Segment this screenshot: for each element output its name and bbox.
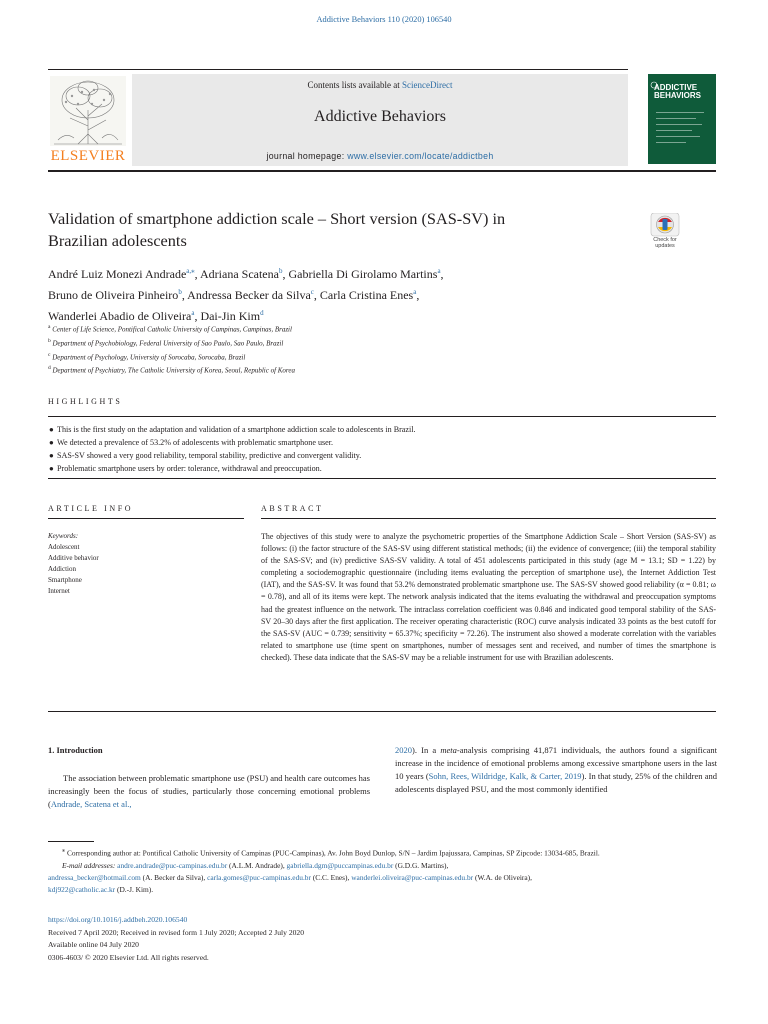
author-separator: , (181, 288, 188, 302)
header-rule-top (48, 69, 628, 70)
affiliation-mark: b (48, 337, 51, 344)
affiliation-list (48, 322, 688, 377)
cover-text-line (656, 130, 692, 131)
citation-link[interactable]: Andrade, Scatena et al., (50, 799, 132, 809)
intro-text: ). In a (412, 745, 441, 755)
available-online: Available online 04 July 2020 (48, 940, 139, 950)
affiliation-text: Department of Psychiatry, The Catholic University of Korea, Seoul, Republic of Korea (52, 366, 296, 375)
email-link[interactable]: carla.gomes@puc-campinas.edu.br (207, 873, 311, 883)
email-owner: (A.L.M. Andrade), (227, 860, 287, 870)
bullet-icon: ● (49, 438, 54, 447)
crossmark-label (646, 237, 684, 249)
affiliation-item (48, 363, 688, 377)
footnote-rule (48, 841, 94, 842)
author-affiliation-mark[interactable]: c (310, 288, 314, 296)
highlights-heading: HIGHLIGHTS (48, 397, 123, 406)
intro-text: -analysis comprising 41,871 individuals, the authors found a significant increase in the incidence of emotional problems among excessive smartphone users in the last 10 years ( (395, 745, 717, 781)
author-line (48, 262, 688, 283)
author-name[interactable]: Dai-Jin Kim (200, 309, 261, 323)
contents-prefix: Contents lists available at (307, 80, 402, 90)
crossmark-label-line1: Check for (653, 237, 677, 243)
author-affiliation-mark[interactable]: a (437, 267, 441, 275)
cover-text-line (656, 136, 700, 137)
author-separator: , (194, 267, 200, 281)
received-dates: Received 7 April 2020; Received in revised form 1 July 2020; Accepted 2 July 2020 (48, 927, 305, 937)
email-owner: (D.-J. Kim). (115, 885, 154, 895)
author-name[interactable]: Wanderlei Abadio de Oliveira (48, 309, 192, 323)
highlight-text: This is the first study on the adaptation and validation of a smartphone addiction scale to adolescents in Brazil. (57, 425, 416, 434)
email-link[interactable]: kdj922@catholic.ac.kr (48, 885, 116, 895)
bullet-icon: ● (49, 451, 54, 460)
email-link[interactable]: andre.andrade@puc-campinas.edu.br (117, 860, 228, 870)
citation-link[interactable]: 2020 (395, 745, 412, 755)
cover-title-line1: ADDICTIVE (654, 83, 698, 92)
introduction-heading: 1. Introduction (48, 745, 103, 755)
author-name[interactable]: Bruno de Oliveira Pinheiro (48, 288, 179, 302)
highlights-rule-top (48, 416, 716, 417)
author-separator: , (440, 267, 444, 281)
corresponding-author-note (48, 845, 716, 860)
contents-available-line (132, 80, 628, 90)
affiliation-mark: d (48, 365, 51, 372)
author-separator: , (416, 288, 420, 302)
author-list (48, 262, 688, 325)
author-affiliation-mark[interactable]: b (178, 288, 182, 296)
journal-citation-link[interactable]: Addictive Behaviors 110 (2020) 106540 (316, 15, 452, 24)
affiliation-text: Department of Psychobiology, Federal University of Sao Paulo, Sao Paulo, Brazil (52, 339, 284, 348)
keyword[interactable]: Additive behavior (48, 554, 99, 562)
doi-link[interactable]: https://doi.org/10.1016/j.addbeh.2020.106540 (48, 915, 188, 924)
author-affiliation-mark[interactable]: b (278, 267, 283, 275)
keyword[interactable]: Addiction (48, 565, 76, 573)
abstract-rule-bottom (48, 711, 716, 712)
corresponding-mark: ⁎ (62, 848, 66, 854)
journal-header-box (132, 74, 628, 166)
email-addresses (48, 860, 716, 897)
author-name[interactable]: Carla Cristina Enes (319, 288, 414, 302)
highlight-text: Problematic smartphone users by order: tolerance, withdrawal and preoccupation. (57, 464, 322, 473)
cover-text-line (656, 142, 686, 143)
author-name[interactable]: Adriana Scatena (200, 267, 279, 281)
keyword[interactable]: Internet (48, 587, 70, 595)
email-owner: (W.A. de Oliveira), (473, 873, 532, 883)
keywords-list (48, 542, 99, 597)
email-owner: (A. Becker da Silva), (140, 873, 208, 883)
highlight-item (48, 436, 716, 449)
affiliation-text: Department of Psychology, University of Sorocaba, Sorocaba, Brazil (52, 352, 246, 361)
corresponding-text: Corresponding author at: Pontifical Catholic University of Campinas (PUC-Campinas), Av. John Boyd Dunlop, S/N – Jardim Ipajussara, Campinas, SP Zipcode: 13034-685, Brazil. (66, 848, 600, 858)
elsevier-logo[interactable] (48, 74, 128, 166)
intro-italic-text: meta (440, 745, 457, 755)
highlight-item (48, 449, 716, 462)
author-name[interactable]: Gabriella Di Girolamo Martins (288, 267, 438, 281)
publisher-name: ELSEVIER (50, 148, 126, 164)
journal-cover[interactable] (648, 74, 716, 164)
author-name[interactable]: André Luiz Monezi Andrade (48, 267, 187, 281)
journal-name: Addictive Behaviors (314, 108, 446, 125)
crossmark-icon (646, 213, 684, 237)
homepage-prefix: journal homepage: (266, 151, 348, 161)
cover-text-line (656, 118, 696, 119)
affiliation-item (48, 336, 688, 350)
email-link[interactable]: wanderlei.oliveira@puc-campinas.edu.br (351, 873, 474, 883)
keywords-label: Keywords: (48, 532, 79, 540)
email-owner: (G.D.G. Martins), (393, 860, 449, 870)
author-affiliation-mark[interactable]: a (191, 309, 195, 317)
abstract-rule (261, 518, 716, 519)
highlight-text: SAS-SV showed a very good reliability, temporal stability, predictive and convergent validity. (57, 451, 362, 460)
check-for-updates-badge[interactable] (646, 213, 684, 257)
author-name[interactable]: Andressa Becker da Silva (187, 288, 311, 302)
citation-link[interactable]: Sohn, Rees, Wildridge, Kalk, & Carter, 2019 (428, 771, 582, 781)
cover-title (654, 84, 701, 100)
introduction-column-left (48, 772, 370, 811)
keyword[interactable]: Smartphone (48, 576, 82, 584)
author-separator: , (194, 309, 201, 323)
author-separator: , (313, 288, 320, 302)
article-info-heading: ARTICLE INFO (48, 504, 134, 513)
email-owner: (C.C. Enes), (310, 873, 352, 883)
title-line-1: Validation of smartphone addiction scale – Short version (SAS-SV) in (48, 209, 506, 228)
abstract-heading: ABSTRACT (261, 504, 324, 513)
crossmark-label-line2: updates (655, 243, 675, 249)
cover-title-line2: BEHAVIORS (654, 91, 701, 100)
affiliation-text: Center of Life Science, Pontifical Catholic University of Campinas, Campinas, Brazil (52, 325, 292, 334)
affiliation-mark: c (48, 351, 51, 358)
abstract-text: The objectives of this study were to analyze the psychometric properties of the Smartphone Addiction Scale – Short Version (SAS-SV) as follows: (i) the factor structure of the SAS-SV using different statistical methods; (ii) the evidence of convergence; (iii) the temporal stability of the SAS-SV; and (iv) predictive SAS-SV validity. A total of 451 adolescents participated in this study (age M = 13.1; SD = 1.22) by completing a sociodemographic questionnaire (including items evaluating the perception of smartphone use), the Internet Addiction Test (IAT), and the SAS-SV. It was found that 53.2% demonstrated problematic smartphone use. The SAS-SV showed good reliability (α = 0.81; ω = 0.78), and all of its items were kept. The network analysis indicated that the items evaluating the withdrawal and preoccupation symptoms had the greatest influence on the network. The intraclass correlation coefficient was 0.846 and indicated good temporal stability of the SAS-SV 20–30 days after the first application. The receiver operating characteristic (ROC) curve analysis indicated 33 points as the best cutoff for the SAS-SV (AUC = 0.739; sensitivity = 65.37%; specificity = 72.26). The instrument also showed a moderate correlation with the variables related to smartphone use (time spent on smartphones, number of messages sent and received, and number of times the smartphone is checked). These data indicate that the SAS-SV may be a reliable instrument for use with Brazilian adolescents. (261, 532, 716, 662)
email-label: E-mail addresses: (62, 860, 116, 870)
article-info-rule (48, 518, 244, 519)
intro-text: The association between problematic smartphone use (PSU) and health care outcomes has increasingly been the focus of studies, particularly those concerning emotional problems ( (48, 773, 370, 809)
title-line-2: Brazilian adolescents (48, 231, 187, 250)
cover-text-line (656, 124, 702, 125)
author-line (48, 283, 688, 304)
highlight-text: We detected a prevalence of 53.2% of adolescents with problematic smartphone user. (57, 438, 334, 447)
keyword[interactable]: Adolescent (48, 543, 80, 551)
author-affiliation-mark[interactable]: d (260, 309, 264, 317)
publication-info (48, 914, 716, 964)
introduction-column-right (395, 744, 717, 796)
intro-text: ). In that study, 25% of the children and adolescents displayed PSU, and the most commonly identified (395, 771, 718, 794)
bullet-icon: ● (49, 464, 54, 473)
footnotes (48, 845, 716, 897)
highlight-item (48, 423, 716, 436)
highlights-rule-bottom (48, 478, 716, 479)
affiliation-mark: a (48, 324, 51, 330)
cover-text-line (656, 112, 704, 113)
sciencedirect-link[interactable]: ScienceDirect (402, 80, 453, 90)
author-separator: , (282, 267, 289, 281)
author-affiliation-mark[interactable]: a,⁎ (186, 267, 195, 275)
article-title (48, 208, 608, 252)
email-link[interactable]: gabriella.dgm@puccampinas.edu.br (286, 860, 394, 870)
email-link[interactable]: andressa_becker@hotmail.com (48, 873, 141, 883)
homepage-link[interactable]: www.elsevier.com/locate/addictbeh (347, 151, 494, 161)
bullet-icon: ● (49, 425, 54, 434)
affiliation-item (48, 322, 688, 336)
header-rule-bottom (48, 170, 716, 172)
highlights-list (48, 423, 716, 475)
affiliation-item (48, 350, 688, 364)
author-affiliation-mark[interactable]: a (413, 288, 417, 296)
highlight-item (48, 462, 716, 475)
copyright-notice: 0306-4603/ © 2020 Elsevier Ltd. All rights reserved. (48, 952, 209, 962)
journal-homepage-line (132, 151, 628, 161)
